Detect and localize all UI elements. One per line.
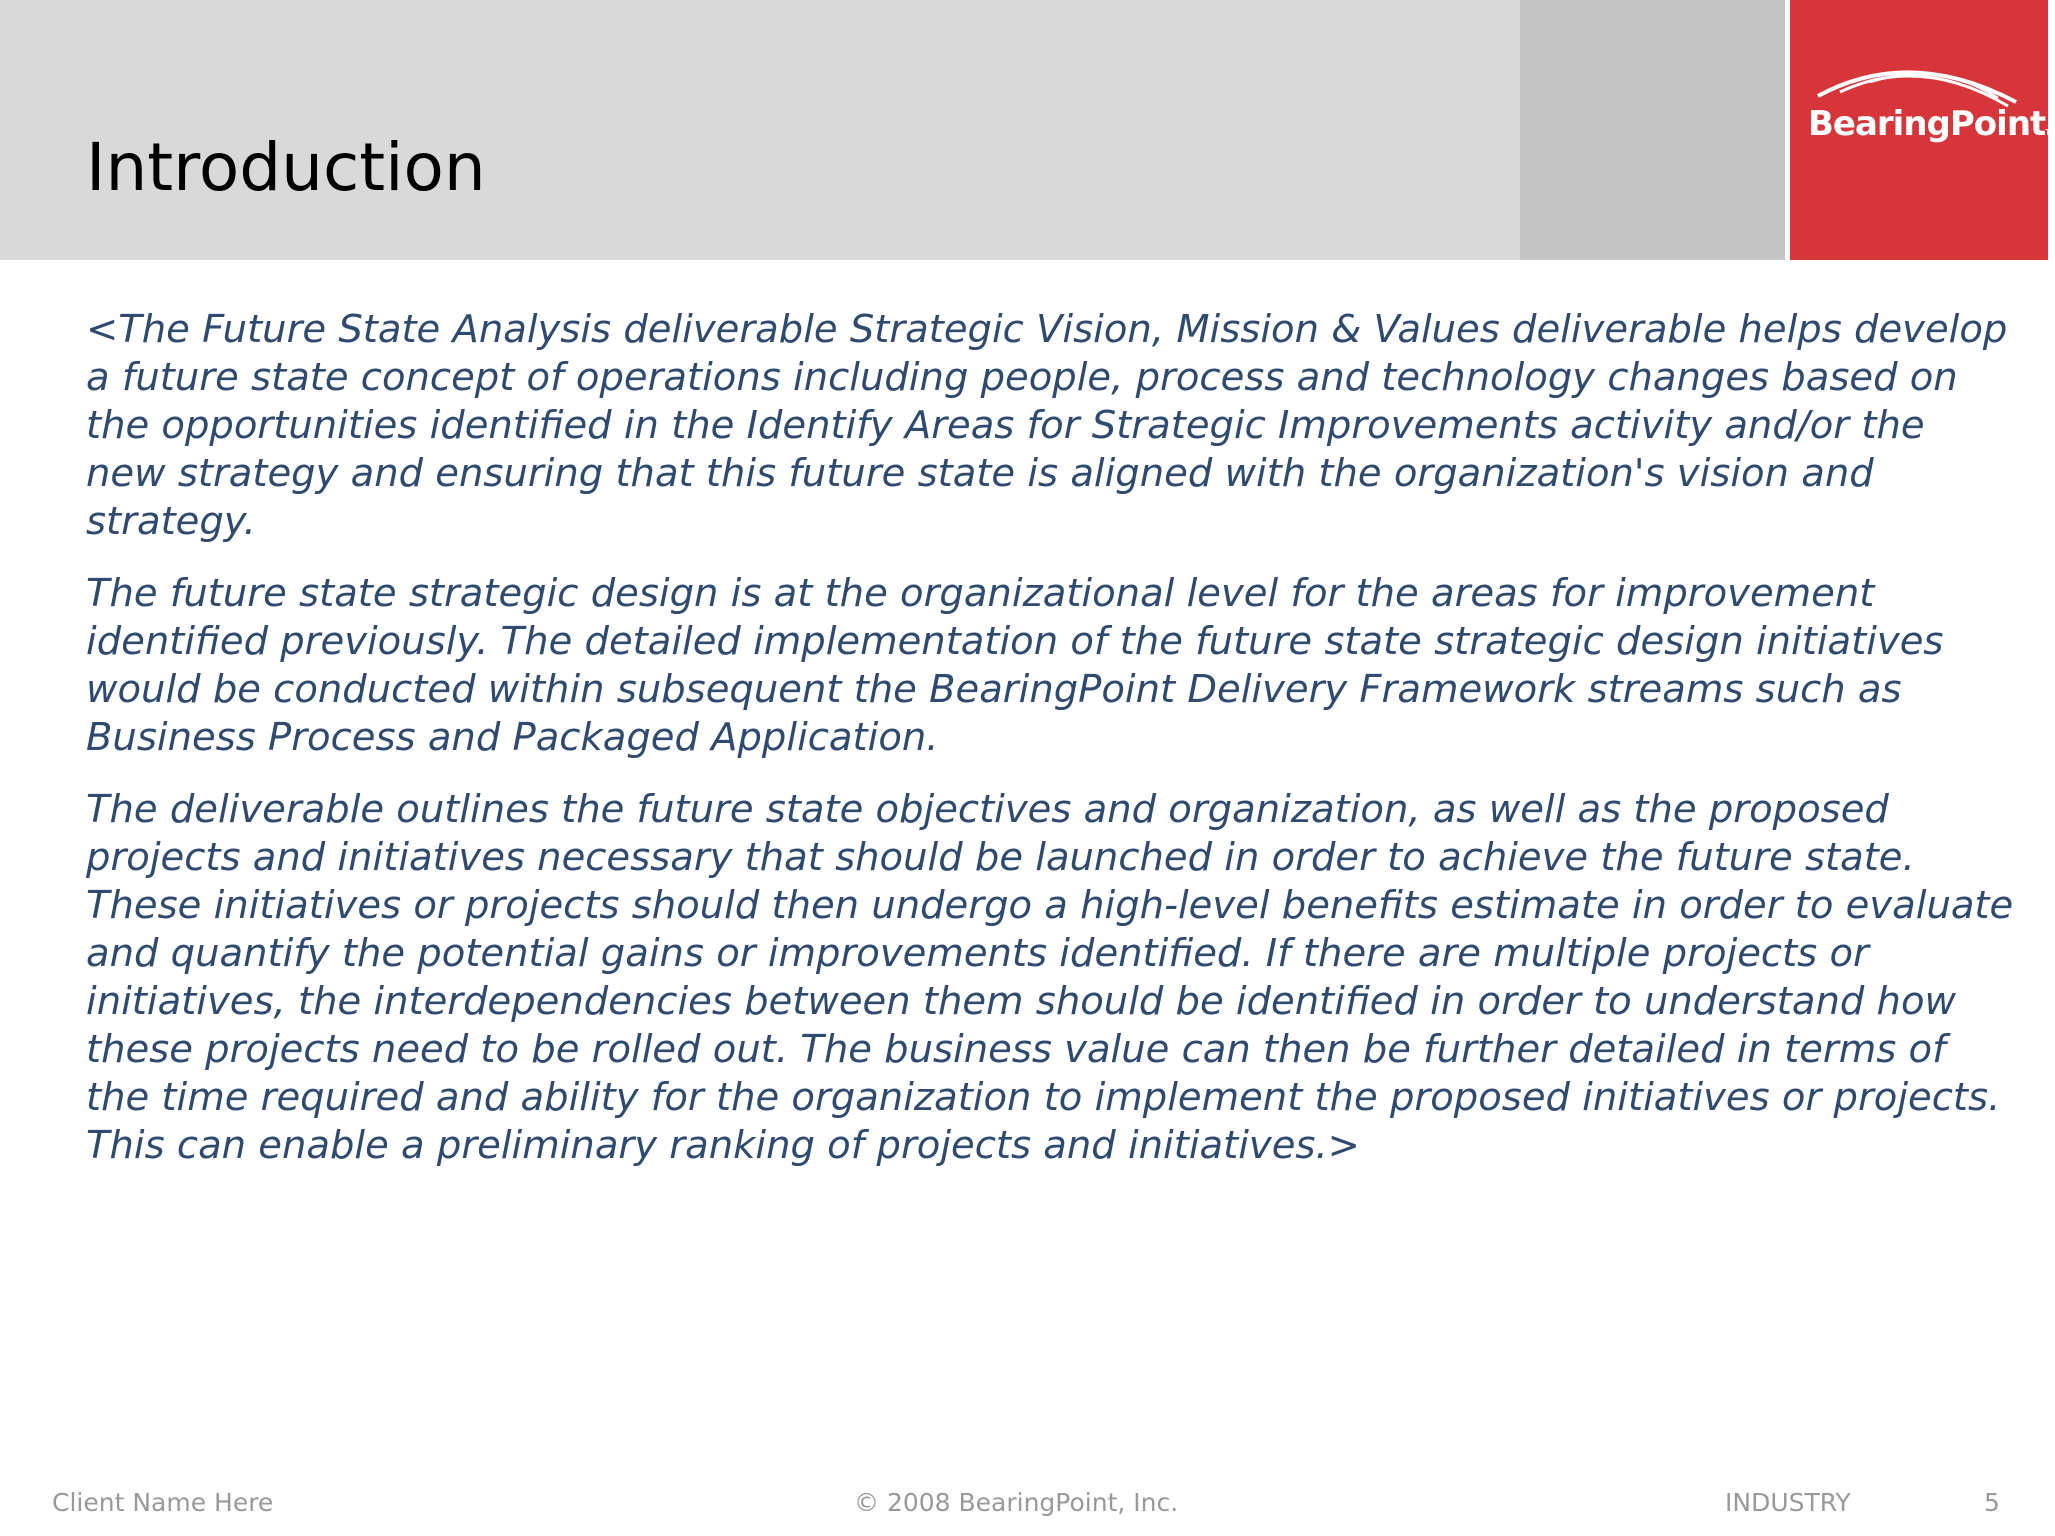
logo-text: BearingPoint <box>1808 104 2046 144</box>
bearingpoint-logo <box>1790 0 2055 260</box>
footer-client-name: Client Name Here <box>52 1488 274 1517</box>
body-paragraph: The deliverable outlines the future state objectives and organization, as well as the proposed projects and initiatives necessary that should be launched in order to achieve the future state. These initiatives or projects should then undergo a high-level benefits estimate in order to evaluate and quantify the potential gains or improvements identified. If there are multiple projects or initiatives, the interdependencies between them should be identified in order to understand how these projects need to be rolled out. The business value can then be further detailed in terms of the time required and ability for the organization to implement the proposed initiatives or projects. This can enable a preliminary ranking of projects and initiatives.> <box>86 787 2014 1168</box>
footer-page-number: 5 <box>1984 1488 2000 1517</box>
header-band-accent <box>1520 0 1785 260</box>
footer-copyright: © 2008 BearingPoint, Inc. <box>854 1488 1179 1517</box>
logo-wordmark <box>1808 104 2055 144</box>
footer-industry: INDUSTRY <box>1725 1488 1851 1517</box>
slide-body <box>86 306 2016 1194</box>
body-paragraph: <The Future State Analysis deliverable Strategic Vision, Mission & Values deliverable helps develop a future state concept of operations including people, process and technology changes based on the opportunities identified in the Identify Areas for Strategic Improvements activity and/or the new strategy and ensuring that this future state is aligned with the organization's vision and strategy. <box>86 307 2008 544</box>
slide-title: Introduction <box>86 129 486 206</box>
logo-trademark: TM <box>2045 128 2055 137</box>
body-paragraph: The future state strategic design is at the organizational level for the areas for improvement identified previously. The detailed implementation of the future state strategic design initiatives would be conducted within subsequent the BearingPoint Delivery Framework streams such as Business Process and Packaged Application. <box>86 571 1944 760</box>
